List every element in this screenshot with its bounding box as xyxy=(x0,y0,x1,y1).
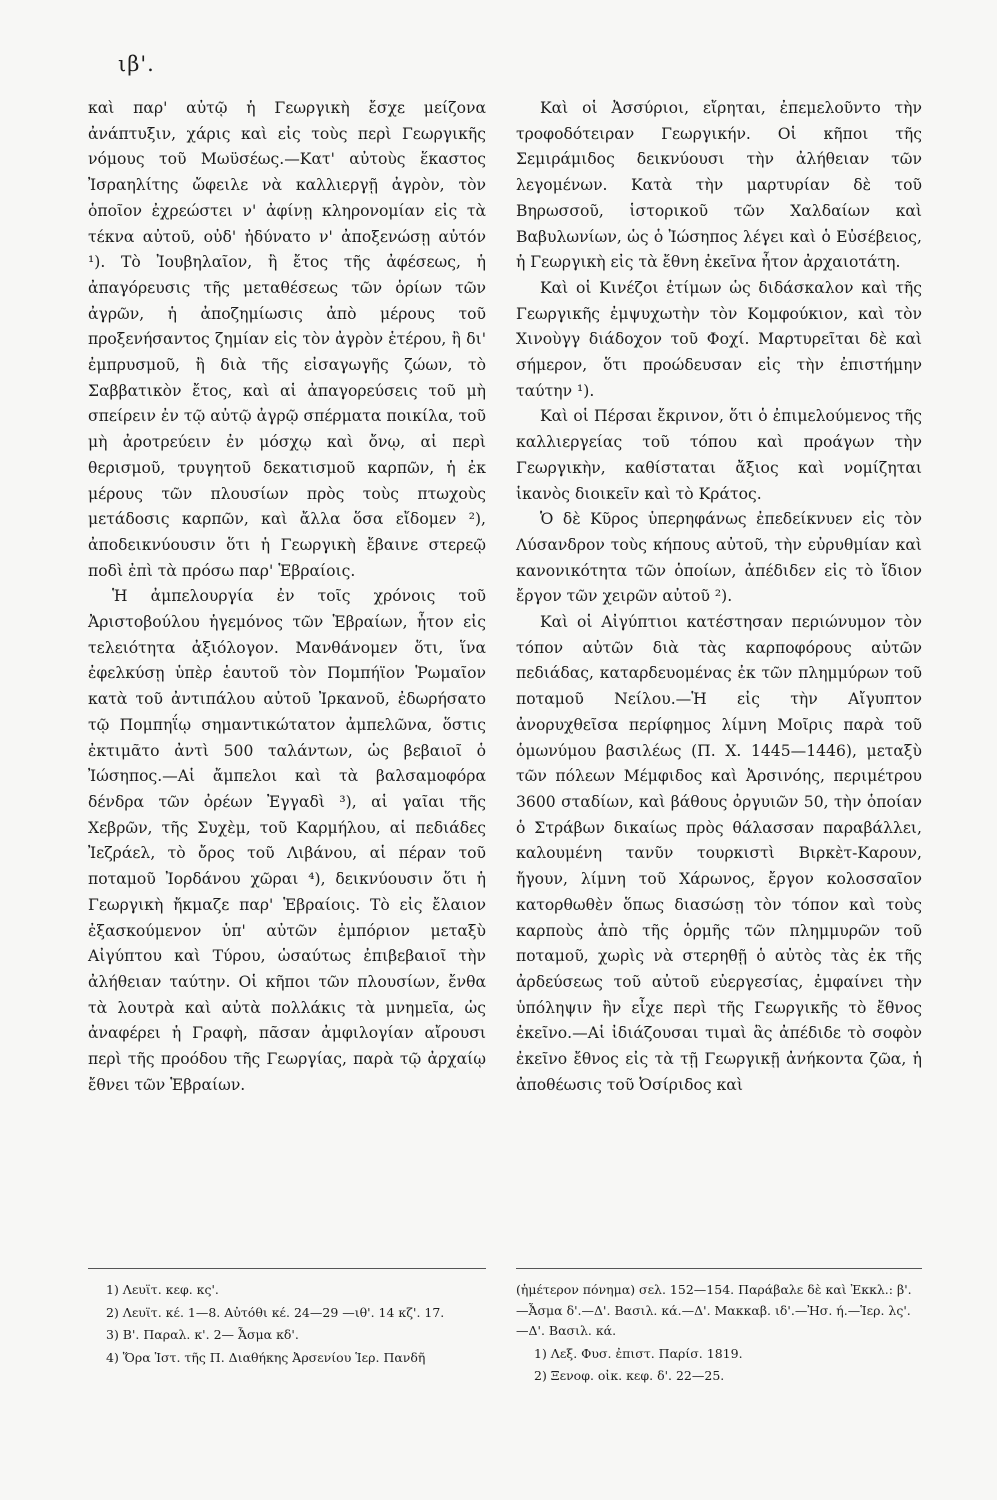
right-paragraph-1: Καὶ οἱ Ἀσσύριοι, εἴρηται, ἐπεμελοῦντο τὴν τροφοδότειραν Γεωργικήν. Οἱ κῆποι τῆς Σεμιράμιδος δεικνύουσι τὴν ἀλήθειαν τῶν λεγομένων. Κατὰ τὴν μαρτυρίαν δὲ τοῦ Βηρωσσοῦ, ἱστορικοῦ τῶν Χαλδαίων καὶ Βαβυλωνίων, ὡς ὁ Ἰώσηπος λέγει καὶ ὁ Εὐσέβειος, ἡ Γεωργικὴ εἰς τὰ ἔθνη ἐκεῖνα ἦτον ἀρχαιοτάτη. xyxy=(516,99,922,272)
left-paragraph-2: Ἡ ἀμπελουργία ἐν τοῖς χρόνοις τοῦ Ἀριστοβούλου ἡγεμόνος τῶν Ἑβραίων, ἦτον εἰς τελειότητα ἀξιόλογον. Μανθάνομεν ὅτι, ἵνα ἐφελκύσῃ ὑπὲρ ἑαυτοῦ τὸν Πομπήϊον Ῥωμαῖον κατὰ τοῦ ἀντιπάλου αὐτοῦ Ἰρκανοῦ, ἐδωρήσατο τῷ Πομπηΐῳ σημαντικώτατον ἀμπελῶνα, ὅστις ἐκτιμᾶτο ἀντὶ 500 ταλάντων, ὡς βεβαιοῖ ὁ Ἰώσηπος.—Αἱ ἄμπελοι καὶ τὰ βαλσαμοφόρα δένδρα τῶν ὀρέων Ἐγγαδὶ ³), αἱ γαῖαι τῆς Χεβρῶν, τῆς Συχὲμ, τοῦ Καρμήλου, αἱ πεδιάδες Ἰεζράελ, τὸ ὄρος τοῦ Λιβάνου, αἱ πέραν τοῦ ποταμοῦ Ἰορδάνου χῶραι ⁴), δεικνύουσιν ὅτι ἡ Γεωργικὴ ἤκμαζε παρ' Ἑβραίοις. Τὸ εἰς ἔλαιον ἐξασκούμενον ὑπ' αὐτῶν ἐμπόριον μεταξὺ Αἰγύπτου καὶ Τύρου, ὡσαύτως ἐπιβεβαιοῖ τὴν ἀλήθειαν ταύτην. Οἱ κῆποι τῶν πλουσίων, ἔνθα τὰ λουτρὰ καὶ αὐτὰ πολλάκις τὰ μνημεῖα, ὡς ἀναφέρει ἡ Γραφὴ, πᾶσαν ἀμφιλογίαν αἴρουσι περὶ τῆς προόδου τῆς Γεωργίας, παρὰ τῷ ἀρχαίῳ ἔθνει τῶν Ἑβραίων. xyxy=(88,587,486,1094)
footnote-divider-left xyxy=(88,1268,486,1269)
page-number: ιβ'. xyxy=(118,52,155,76)
footnote-left-3: 3) Β'. Παραλ. κ'. 2— Ἆσμα κδ'. xyxy=(106,1327,299,1342)
footnote-left-1: 1) Λευϊτ. κεφ. κς'. xyxy=(106,1282,219,1297)
right-paragraph-5: Καὶ οἱ Αἰγύπτιοι κατέστησαν περιώνυμον τὸν τόπον αὐτῶν διὰ τὰς καρποφόρους αὐτῶν πεδιάδας, καταρδευομένας ἐκ τῶν πλημμύρων τοῦ ποταμοῦ Νείλου.—Ἡ εἰς τὴν Αἴγυπτον ἀνορυχθεῖσα περίφημος λίμνη Μοῖρις παρὰ τοῦ ὁμωνύμου βασιλέως (Π. Χ. 1445—1446), μεταξὺ τῶν πόλεων Μέμφιδος καὶ Ἀρσινόης, περιμέτρου 3600 σταδίων, καὶ βάθους ὀργυιῶν 50, τὴν ὁποίαν ὁ Στράβων δικαίως πρὸς θάλασσαν παραβάλλει, καλουμένη τανῦν τουρκιστὶ Βιρκὲτ-Καρουν, ἤγουν, λίμνη τοῦ Χάρωνος, ἔργον κολοσσαῖον κατορθωθὲν ὅπως διασώσῃ τὸν τόπον καὶ τοὺς καρποὺς ἀπὸ τῆς ὁρμῆς τῶν πλημμυρῶν τοῦ ποταμοῦ, χωρὶς νὰ στερηθῇ ὁ αὐτὸς τὰς ἐκ τῆς ἀρδεύσεως τοῦ αὐτοῦ εὐεργεσίας, ἐμφαίνει τὴν ὑπόληψιν ἣν εἶχε περὶ τῆς Γεωργικῆς τὸ ἔθνος ἐκεῖνο.—Αἱ ἰδιάζουσαι τιμαὶ ἃς ἀπέδιδε τὸ σοφὸν ἐκεῖνο ἔθνος εἰς τὰ τῇ Γεωργικῇ ἀνήκοντα ζῶα, ἡ ἀποθέωσις τοῦ Ὀσίριδος καὶ xyxy=(516,613,922,1094)
footnote-right-2: 2) Ξενοφ. οἰκ. κεφ. δ'. 22—25. xyxy=(534,1368,725,1383)
left-column xyxy=(88,96,486,1098)
footnote-left-2: 2) Λευϊτ. κέ. 1—8. Αὐτόθι κέ. 24—29 —ιθ'. 14 κζ'. 17. xyxy=(106,1304,445,1320)
footnotes-left xyxy=(88,1280,486,1370)
left-paragraph-1: καὶ παρ' αὐτῷ ἡ Γεωργικὴ ἔσχε μείζονα ἀνάπτυξιν, χάρις καὶ εἰς τοὺς περὶ Γεωργικῆς νόμους τοῦ Μωϋσέως.—Κατ' αὐτοὺς ἕκαστος Ἰσραηλίτης ὤφειλε νὰ καλλιεργῇ ἀγρὸν, τὸν ὁποῖον ἐχρεώστει ν' ἀφίνῃ κληρονομίαν εἰς τὰ τέκνα αὐτοῦ, οὐδ' ἠδύνατο ν' ἀποξενώσῃ αὐτόν ¹). Τὸ Ἰουβηλαῖον, ἢ ἔτος τῆς ἀφέσεως, ἡ ἀπαγόρευσις τῆς μεταθέσεως τῶν ὁρίων τῶν ἀγρῶν, ἡ ἀποζημίωσις ἀπὸ μέρους τοῦ προξενήσαντος ζημίαν εἰς τὸν ἀγρὸν ἑτέρου, ἢ δι' ἐμπρυσμοῦ, ἢ διὰ τῆς εἰσαγωγῆς ζώων, τὸ Σαββατικὸν ἔτος, καὶ αἱ ἀπαγορεύσεις τοῦ μὴ σπείρειν ἐν τῷ αὐτῷ ἀγρῷ σπέρματα ποικίλα, τοῦ μὴ ἀροτρεύειν ἐν μόσχῳ καὶ ὄνῳ, αἱ περὶ θερισμοῦ, τρυγητοῦ δεκατισμοῦ καρπῶν, ἡ ἐκ μέρους τῶν πλουσίων πρὸς τοὺς πτωχοὺς μετάδοσις καρπῶν, καὶ ἄλλα ὅσα εἴδομεν ²), ἀποδεικνύουσιν ὅτι ἡ Γεωργικὴ ἔβαινε στερεῷ ποδὶ ἐπὶ τὰ πρόσω παρ' Ἑβραίοις. xyxy=(88,99,486,580)
footnotes-right xyxy=(516,1280,922,1389)
footnote-right-1: 1) Λεξ. Φυσ. ἐπιστ. Παρίσ. 1819. xyxy=(534,1345,743,1361)
right-column xyxy=(516,96,922,1098)
right-paragraph-4: Ὁ δὲ Κῦρος ὑπερηφάνως ἐπεδείκνυεν εἰς τὸν Λύσανδρον τοὺς κήπους αὐτοῦ, τὴν εὐρυθμίαν καὶ κανονικότητα τῶν ὁποίων, ἀπέδιδεν εἰς τὸ ἴδιον ἔργον τῶν χειρῶν αὐτοῦ ²). xyxy=(516,510,922,606)
footnote-left-4: 4) Ὅρα Ἱστ. τῆς Π. Διαθήκης Ἀρσενίου Ἱερ. Πανδῆ xyxy=(106,1349,426,1365)
footnote-divider-right xyxy=(516,1268,922,1269)
right-paragraph-3: Καὶ οἱ Πέρσαι ἔκρινον, ὅτι ὁ ἐπιμελούμενος τῆς καλλιεργείας τοῦ τόπου καὶ προάγων τὴν Γεωργικὴν, καθίσταται ἄξιος καὶ νομίζηται ἱκανὸς διοικεῖν καὶ τὸ Κράτος. xyxy=(516,407,922,503)
right-paragraph-2: Καὶ οἱ Κινέζοι ἐτίμων ὡς διδάσκαλον καὶ τῆς Γεωργικῆς ἐμψυχωτὴν τὸν Κομφούκιον, καὶ τὸν Χινοὺγγ διάδοχον τοῦ Φοχί. Μαρτυρεῖται δὲ καὶ σήμερον, ὅτι προώδευσαν εἰς τὴν ἐπιστήμην ταύτην ¹). xyxy=(516,278,922,400)
footnote-right-continuation: (ἡμέτερον πόνημα) σελ. 152—154. Παράβαλε δὲ καὶ Ἐκκλ.: β'.—Ἆσμα δ'.—Δ'. Βασιλ. κά.—Δ'. Μακκαβ. ιδ'.—Ἠσ. ή.—Ἱερ. λς'.—Δ'. Βασιλ. κά. xyxy=(516,1282,912,1338)
